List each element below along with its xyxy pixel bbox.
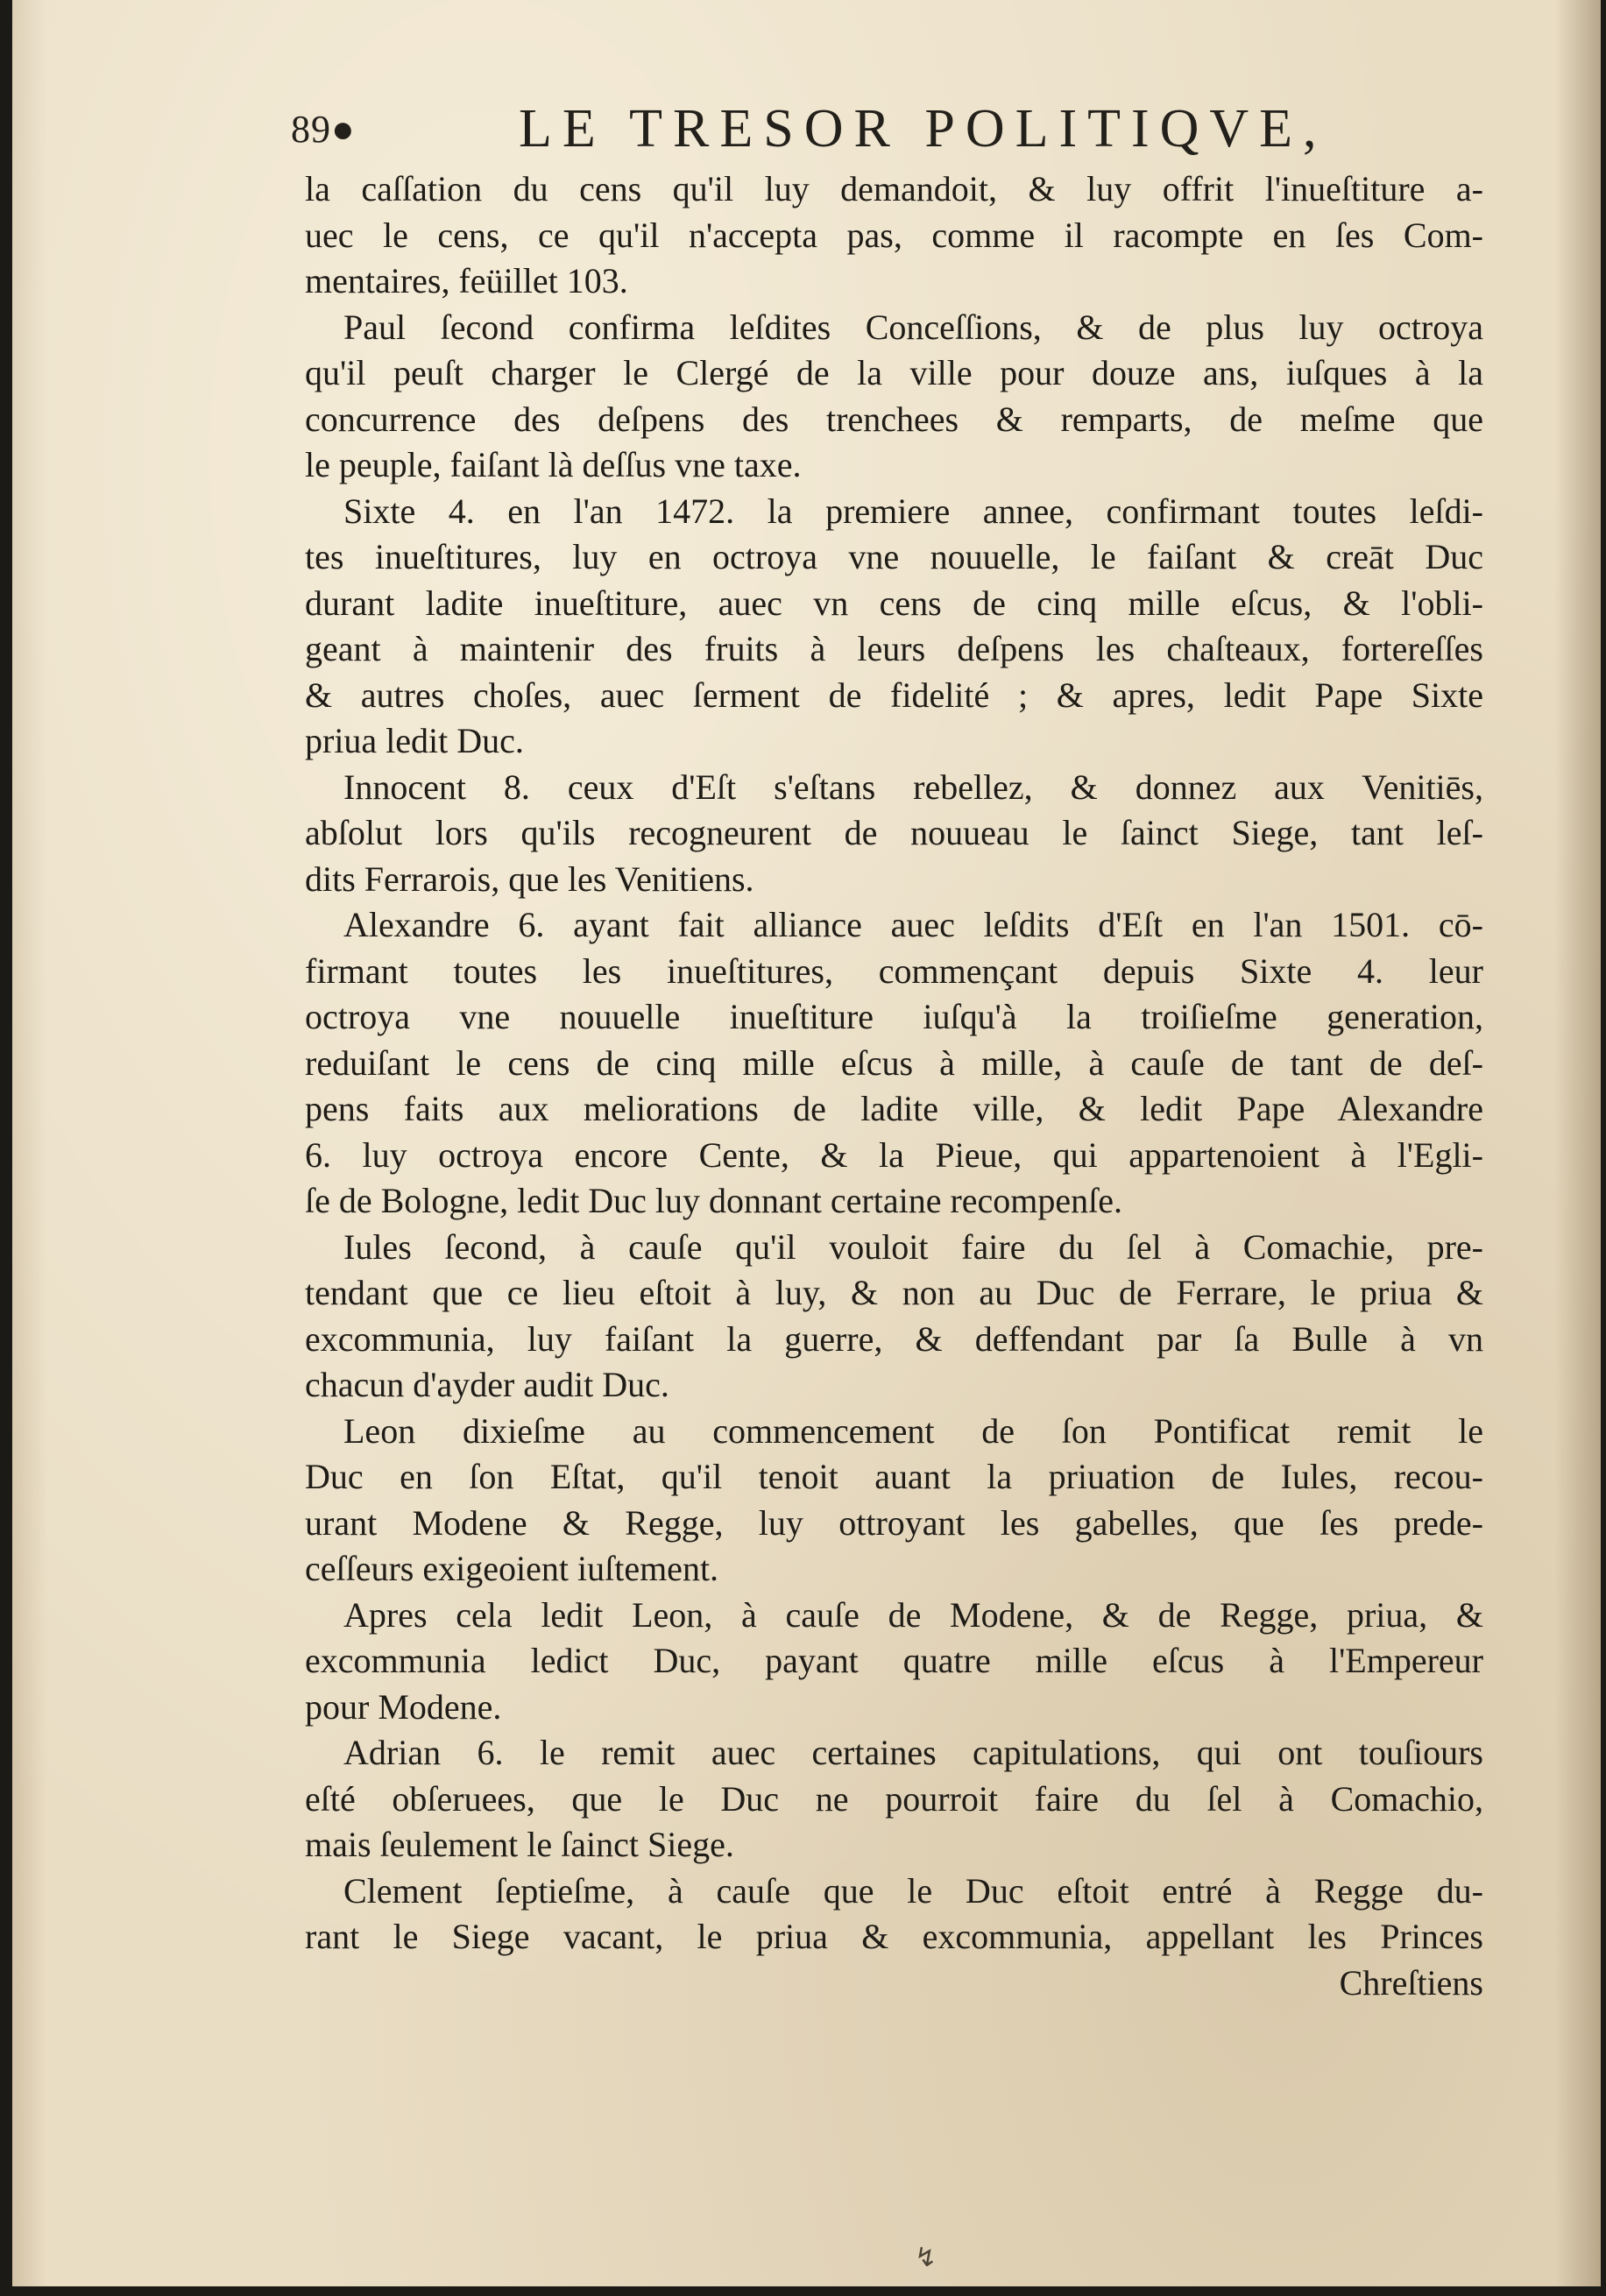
text-line: priua ledit Duc. (305, 721, 524, 760)
text-line: excommunia, luy faiſant la guerre, & deffendant par ſa Bulle à vn (305, 1318, 1483, 1359)
text-line: geant à maintenir des fruits à leurs deſpens les chaſteaux, fortereſſes (305, 629, 1483, 668)
text-line: concurrence des deſpens des trenchees & remparts, de meſme que (305, 399, 1483, 439)
text-line: reduiſant le cens de cinq mille eſcus à mille, à cauſe de tant de deſ- (305, 1042, 1483, 1083)
text-line: tes inueſtitures, luy en octroya vne nouuelle, le faiſant & creāt Duc (305, 537, 1483, 576)
text-line: ſe de Bologne, ledit Duc luy donnant certaine recompenſe. (305, 1181, 1123, 1220)
text-line: durant ladite inueſtiture, auec vn cens de cinq mille eſcus, & l'obli- (305, 583, 1483, 623)
text-line: Leon dixieſme au commencement de ſon Pontificat remit le (343, 1410, 1483, 1451)
text-line: Apres cela ledit Leon, à cauſe de Modene, & de Regge, priua, & (343, 1594, 1483, 1635)
text-line: eſté obſeruees, que le Duc ne pourroit faire du ſel à Comachio, (305, 1778, 1483, 1819)
text-line: urant Modene & Regge, luy ottroyant les gabelles, que ſes prede- (305, 1502, 1483, 1543)
text-line: octroya vne nouuelle inueſtiture iuſqu'à la troiſieſme generation, (305, 997, 1483, 1036)
text-line: Innocent 8. ceux d'Eſt s'eſtans rebellez, & donnez aux Venitiēs, (343, 767, 1483, 807)
text-line: rant le Siege vacant, le priua & excommunia, appellant les Princes (305, 1917, 1483, 1956)
text-line: dits Ferrarois, que les Venitiens. (305, 858, 754, 899)
text-line: le peuple, faiſant là deſſus vne taxe. (305, 445, 802, 484)
text-line: Adrian 6. le remit auec certaines capitulations, qui ont touſiours (343, 1733, 1483, 1772)
footer-mark: ↯ (915, 2243, 937, 2272)
text-line: abſolut lors qu'ils recogneurent de nouueau le ſainct Siege, tant leſ- (305, 813, 1483, 852)
text-line: ceſſeurs exigeoient iuſtement. (305, 1549, 719, 1588)
catchword: Chreſtiens (1339, 1962, 1483, 2003)
text-line: tendant que ce lieu eſtoit à luy, & non au Duc de Ferrare, le priua & (305, 1273, 1483, 1312)
text-line: Sixte 4. en l'an 1472. la premiere annee, confirmant toutes leſdi- (343, 491, 1483, 531)
body-text (305, 166, 1483, 2006)
text-line: Iules ſecond, à cauſe qu'il vouloit faire du ſel à Comachie, pre- (343, 1226, 1483, 1267)
text-line: Duc en ſon Eſtat, qu'il tenoit auant la priuation de Iules, recou- (305, 1457, 1483, 1496)
text-line: uec le cens, ce qu'il n'accepta pas, comme il racompte en ſes Com- (305, 215, 1483, 255)
text-line: 6. luy octroya encore Cente, & la Pieue, qui appartenoient à l'Egli- (305, 1134, 1483, 1175)
page-header (291, 98, 1487, 159)
text-line: Alexandre 6. ayant fait alliance auec leſdits d'Eſt en l'an 1501. cō- (343, 905, 1483, 944)
text-line: excommunia ledict Duc, payant quatre mille eſcus à l'Empereur (305, 1641, 1483, 1680)
page-number: 89● (291, 108, 356, 151)
text-line: mentaires, feüillet 103. (305, 261, 628, 300)
text-line: pour Modene. (305, 1686, 502, 1727)
text-line: Paul ſecond confirma leſdites Conceſſions, & de plus luy octroya (343, 307, 1483, 347)
text-line: Clement ſeptieſme, à cauſe que le Duc eſtoit entré à Regge du- (343, 1870, 1483, 1911)
text-line: pens faits aux meliorations de ladite ville, & ledit Pape Alexandre (305, 1089, 1483, 1128)
book-page (12, 0, 1601, 2286)
text-line: firmant toutes les inueſtitures, commençant depuis Sixte 4. leur (305, 950, 1483, 991)
text-line: mais ſeulement le ſainct Siege. (305, 1825, 734, 1864)
text-line: la caſſation du cens qu'il luy demandoit, & luy offrit l'inueſtiture a- (305, 169, 1483, 208)
text-line: qu'il peuſt charger le Clergé de la ville pour douze ans, iuſques à la (305, 353, 1483, 392)
text-line: chacun d'ayder audit Duc. (305, 1365, 669, 1404)
running-title: LE TRESOR POLITIQVE, (519, 99, 1327, 159)
text-line: & autres choſes, auec ſerment de fidelité ; & apres, ledit Pape Sixte (305, 675, 1483, 715)
